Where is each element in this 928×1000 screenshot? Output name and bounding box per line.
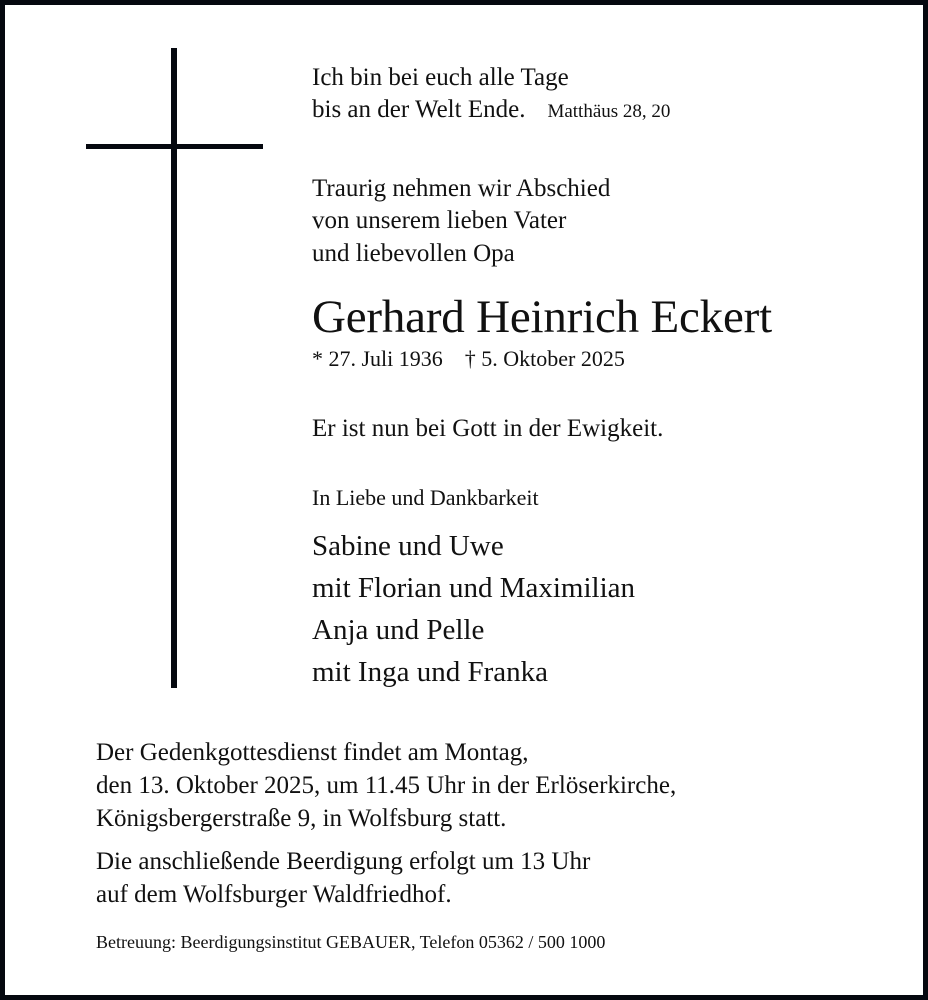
birth-date: * 27. Juli 1936 bbox=[312, 346, 443, 371]
service-line-3: Königsbergerstraße 9, in Wolfsburg statt. bbox=[96, 805, 507, 832]
memorial-quote: Er ist nun bei Gott in der Ewigkeit. bbox=[312, 415, 664, 442]
mourner-line: Anja und Pelle bbox=[312, 614, 485, 646]
mourners-heading: In Liebe und Dankbarkeit bbox=[312, 485, 539, 510]
bible-verse-text: bis an der Welt Ende. bbox=[312, 96, 526, 123]
burial-line-2: auf dem Wolfsburger Waldfriedhof. bbox=[96, 881, 452, 908]
mourner-line: mit Inga und Franka bbox=[312, 656, 548, 688]
bible-verse-reference: Matthäus 28, 20 bbox=[547, 101, 671, 122]
cross-horizontal-bar bbox=[86, 144, 263, 149]
intro-line-3: und liebevollen Opa bbox=[312, 240, 515, 267]
service-line-1: Der Gedenkgottesdienst findet am Montag, bbox=[96, 739, 529, 766]
deceased-name: Gerhard Heinrich Eckert bbox=[312, 291, 772, 343]
burial-line-1: Die anschließende Beerdigung erfolgt um 13 Uhr bbox=[96, 848, 591, 875]
mourner-line: mit Florian und Maximilian bbox=[312, 572, 636, 604]
death-date: † 5. Oktober 2025 bbox=[464, 346, 625, 371]
mourner-line: Sabine und Uwe bbox=[312, 530, 504, 562]
intro-line-2: von unserem lieben Vater bbox=[312, 207, 567, 234]
funeral-home-footer: Betreuung: Beerdigungsinstitut GEBAUER, Telefon 05362 / 500 1000 bbox=[96, 932, 606, 952]
life-dates bbox=[312, 348, 625, 370]
bible-verse-line-2 bbox=[312, 97, 670, 122]
bible-verse-line-1: Ich bin bei euch alle Tage bbox=[312, 64, 569, 91]
intro-line-1: Traurig nehmen wir Abschied bbox=[312, 175, 611, 202]
service-line-2: den 13. Oktober 2025, um 11.45 Uhr in der Erlöserkirche, bbox=[96, 772, 677, 799]
